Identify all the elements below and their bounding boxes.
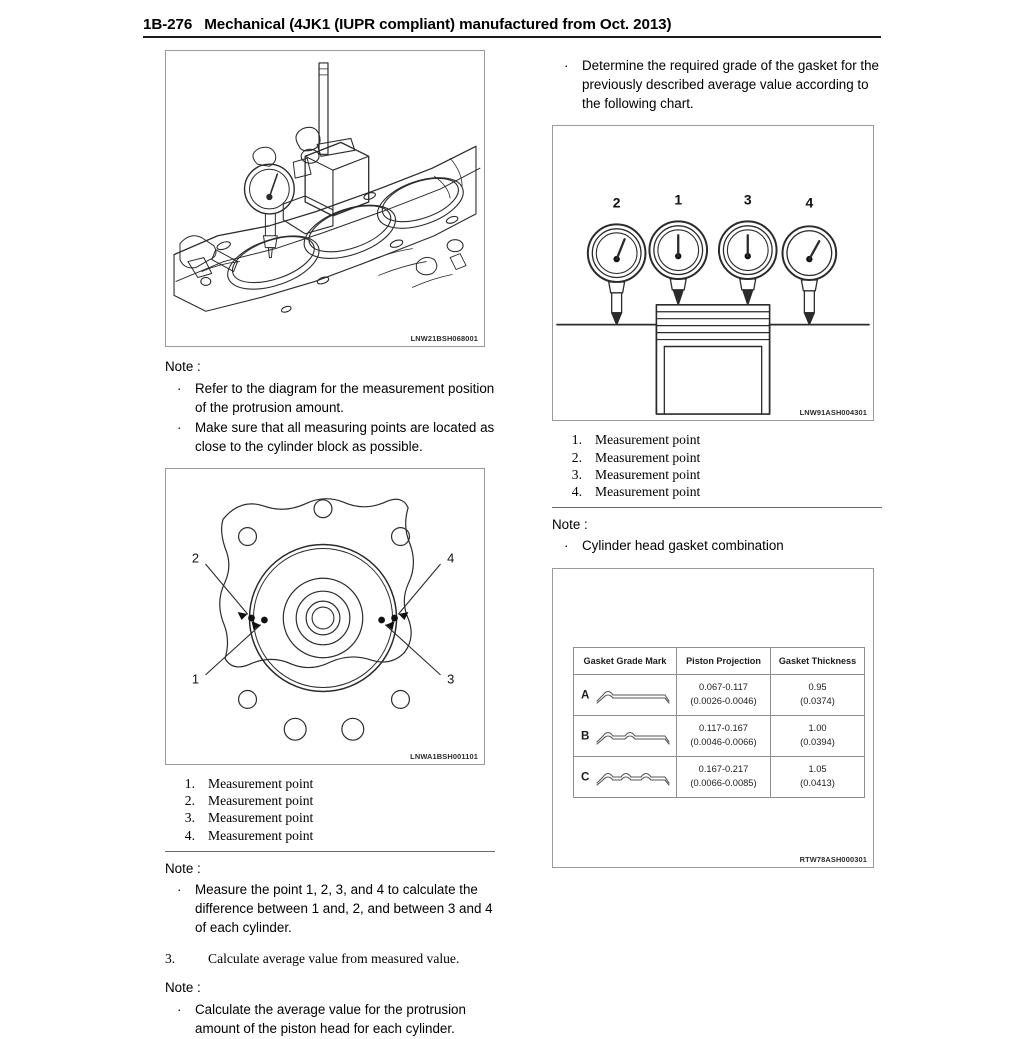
figure-dial-gauges — [552, 125, 874, 421]
right-column — [552, 50, 882, 868]
list-item-number: 4. — [571, 483, 582, 499]
figure-caption-code: LNW91ASH004301 — [799, 408, 867, 418]
note-2-bullet-1-text: Measure the point 1, 2, 3, and 4 to calculate the difference between 1 and, 2, and between 3 and 4 of each cylinder. — [195, 882, 493, 936]
list-item-number: 3. — [571, 466, 582, 482]
thickness-in-b: (0.0394) — [800, 736, 835, 747]
table-header-row — [574, 647, 865, 674]
bullet-icon: · — [177, 882, 182, 898]
note-block-1 — [165, 358, 495, 456]
bullet-icon: · — [177, 1001, 182, 1017]
note-block-3 — [165, 979, 495, 1038]
note-2-bullet-1 — [165, 880, 495, 937]
note-1-bullet-1 — [165, 379, 495, 417]
note-3-bullet-1-text: Calculate the average value for the protrusion amount of the piston head for each cylinder. — [195, 1001, 466, 1036]
projection-mm-a: 0.067-0.117 — [699, 682, 748, 693]
note-gasket-bullet-1-text: Cylinder head gasket combination — [582, 538, 784, 554]
bullet-icon: · — [564, 58, 569, 73]
col-header-piston-projection: Piston Projection — [677, 647, 771, 674]
list-item — [552, 449, 882, 466]
callout-label-1: 1 — [191, 671, 200, 687]
list-item — [165, 827, 495, 844]
step-3 — [165, 950, 495, 968]
figure-piston-top — [165, 468, 485, 765]
projection-in-c: (0.0066-0.0085) — [690, 777, 757, 788]
note-gasket-bullet-1 — [552, 536, 882, 555]
list-item-number: 3. — [184, 810, 195, 826]
gasket-thickness-cell-b — [771, 715, 865, 756]
piston-projection-cell-a — [677, 674, 771, 715]
list-item-number: 1. — [571, 432, 582, 448]
left-column — [165, 50, 495, 1039]
gauge-label-3: 3 — [743, 191, 752, 208]
gauge-label-4: 4 — [805, 194, 814, 211]
thickness-in-c: (0.0413) — [800, 777, 835, 788]
list-item-label: Measurement point — [595, 466, 701, 482]
note-2-heading: Note : — [165, 860, 201, 876]
note-1-bullet-2 — [165, 418, 495, 456]
thickness-mm-b: 1.00 — [808, 723, 827, 734]
note-3-list — [165, 1000, 495, 1038]
gasket-thickness-cell-a — [771, 674, 865, 715]
projection-mm-b: 0.117-0.167 — [699, 723, 748, 734]
grade-mark-cell-a — [574, 674, 677, 715]
right-measurement-point-list — [552, 431, 882, 500]
note-1-bullet-2-text: Make sure that all measuring points are located as close to the cylinder block as possible. — [195, 419, 495, 454]
list-item-number: 1. — [184, 776, 195, 792]
callout-label-3: 3 — [447, 671, 455, 687]
note-3-heading: Note : — [165, 980, 201, 996]
thickness-mm-c: 1.05 — [808, 764, 827, 775]
figure-gasket-table — [552, 568, 874, 868]
step-3-text: Calculate average value from measured value. — [208, 950, 460, 966]
thickness-mm-a: 0.95 — [808, 682, 827, 693]
step-3-number: 3. — [165, 950, 176, 966]
projection-in-a: (0.0026-0.0046) — [690, 695, 757, 706]
piston-top-illustration — [166, 469, 484, 764]
list-item-number: 2. — [184, 793, 195, 809]
gasket-notch-icon-c — [595, 764, 671, 790]
list-item — [552, 431, 882, 448]
figure-caption-code: LNW21BSH068001 — [410, 334, 478, 343]
callout-label-2: 2 — [191, 550, 200, 566]
list-item-label: Measurement point — [208, 776, 314, 792]
note-gasket-list — [552, 536, 882, 555]
page-title: Mechanical (4JK1 (IUPR compliant) manufactured from Oct. 2013) — [204, 16, 672, 33]
gasket-table-wrapper — [573, 647, 865, 798]
page-header — [143, 16, 881, 38]
list-item-label: Measurement point — [595, 432, 701, 448]
bullet-icon: · — [564, 538, 569, 554]
table-row — [574, 756, 865, 797]
note-2-list — [165, 880, 495, 937]
col-header-gasket-thickness: Gasket Thickness — [771, 647, 865, 674]
gauge-label-1: 1 — [674, 191, 683, 208]
page-header-line — [143, 16, 881, 33]
grade-mark-cell-b — [574, 715, 677, 756]
left-measurement-point-list — [165, 775, 495, 844]
gasket-notch-icon-b — [595, 723, 671, 749]
table-row — [574, 674, 865, 715]
gasket-notch-icon-a — [595, 682, 671, 708]
page-number: 1B-276 — [143, 16, 193, 33]
bullet-icon: · — [177, 419, 182, 435]
list-item — [165, 792, 495, 809]
col-header-grade-mark: Gasket Grade Mark — [574, 647, 677, 674]
list-item-label: Measurement point — [208, 810, 314, 826]
note-1-bullet-1-text: Refer to the diagram for the measurement position of the protrusion amount. — [195, 380, 495, 415]
list-item — [552, 483, 882, 500]
note-1-list — [165, 379, 495, 457]
list-item-label: Measurement point — [595, 449, 701, 465]
list-item — [165, 809, 495, 826]
note-gasket-heading: Note : — [552, 516, 588, 532]
figure-caption-code: LNWA1BSH001101 — [410, 752, 478, 762]
list-item-label: Measurement point — [208, 827, 314, 843]
grade-letter-b: B — [581, 729, 590, 743]
right-intro-text: Determine the required grade of the gasket for the previously described average value according to the following chart. — [582, 58, 880, 112]
dial-gauges-illustration — [553, 126, 873, 420]
table-row — [574, 715, 865, 756]
cylinder-block-illustration — [166, 51, 484, 346]
note-1-heading: Note : — [165, 359, 201, 374]
note-3-bullet-1 — [165, 1000, 495, 1038]
right-divider-1 — [552, 507, 882, 508]
list-item-number: 4. — [184, 827, 195, 843]
list-item-number: 2. — [571, 449, 582, 465]
note-block-gasket — [552, 516, 882, 556]
piston-projection-cell-c — [677, 756, 771, 797]
list-item — [552, 466, 882, 483]
note-block-2 — [165, 860, 495, 938]
figure-caption-code: RTW78ASH000301 — [799, 854, 867, 864]
header-divider — [143, 36, 881, 38]
projection-mm-c: 0.167-0.217 — [698, 764, 749, 775]
gasket-combination-table — [573, 647, 865, 798]
list-item — [165, 775, 495, 792]
grade-letter-a: A — [581, 688, 590, 702]
right-intro-list — [552, 56, 882, 113]
bullet-icon: · — [177, 380, 182, 396]
left-divider-1 — [165, 851, 495, 852]
projection-in-b: (0.0046-0.0066) — [690, 736, 757, 747]
figure-cylinder-block — [165, 50, 485, 347]
piston-projection-cell-b — [677, 715, 771, 756]
gasket-thickness-cell-c — [771, 756, 865, 797]
list-item-label: Measurement point — [595, 483, 701, 499]
grade-letter-c: C — [581, 770, 590, 784]
list-item-label: Measurement point — [208, 793, 314, 809]
grade-mark-cell-c — [574, 756, 677, 797]
right-intro-bullet — [552, 56, 882, 113]
callout-label-4: 4 — [447, 550, 455, 566]
thickness-in-a: (0.0374) — [800, 695, 835, 706]
gauge-label-2: 2 — [612, 194, 621, 211]
